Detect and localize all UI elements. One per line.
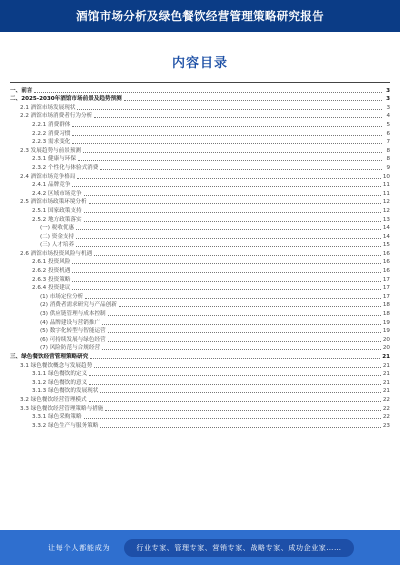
toc-leader-dots [72,142,382,144]
toc-entry-page: 21 [382,362,390,369]
toc-entry-label: (2) 消费者需求研究与产品创新 [40,302,117,309]
toc-entry-label: 2.6.4 投资建议 [32,285,71,292]
toc-entry-page: 16 [382,250,390,257]
toc-leader-dots [119,305,381,307]
toc-entry-label: 2.6.1 投资风险 [32,259,71,266]
toc-entry[interactable] [10,146,390,155]
toc-entry-label: 2.4 酒馆市场竞争格局 [20,173,76,180]
toc-entry[interactable] [10,206,390,215]
toc-leader-dots [76,245,381,247]
toc-entry-page: 14 [382,233,390,240]
toc-leader-dots [84,194,381,196]
toc-entry-page: 19 [382,319,390,326]
toc-leader-dots [72,271,380,273]
report-header [0,0,400,32]
toc-entry[interactable] [10,189,390,198]
toc-entry-label: 3.3.2 绿色生产与服务策略 [32,422,99,429]
toc-leader-dots [89,374,381,376]
toc-entry-label: (6) 可持续发展与绿色经营 [40,336,106,343]
toc-entry[interactable] [10,344,390,353]
toc-entry[interactable] [10,292,390,301]
toc-entry-label: (二) 资金支持 [40,233,75,240]
toc-leader-dots [84,211,381,213]
toc-entry-label: 2.1 酒馆市场发展现状 [20,104,76,111]
toc-leader-dots [94,254,381,256]
toc-entry-label: (三) 人才培养 [40,242,75,249]
toc-entry-label: 2.6.3 投资策略 [32,276,71,283]
toc-leader-dots [84,417,381,419]
toc-entry-page: 7 [386,139,390,146]
toc-entry[interactable] [10,266,390,275]
toc-entry-page: 17 [382,276,390,283]
toc-entry-page: 11 [382,182,390,189]
toc-entry[interactable] [10,258,390,267]
toc-entry-label: 2.5.2 地方政策落实 [32,216,82,223]
toc-leader-dots [108,331,381,333]
toc-leader-dots [83,151,382,153]
toc-entry-page: 19 [382,328,390,335]
toc-entry-label: 3.1.3 绿色餐饮的发展现状 [32,388,99,395]
toc-entry-page: 8 [386,147,390,154]
toc-entry[interactable] [10,112,390,121]
toc-entry-label: 2.6 酒馆市场投资风险与机遇 [20,250,93,257]
toc-entry[interactable] [10,103,390,112]
toc-entry[interactable] [10,275,390,284]
toc-entry-page: 6 [386,130,390,137]
toc-leader-dots [72,288,380,290]
toc-entry-label: 2.3 发展趋势与前景预测 [20,147,82,154]
toc-entry-page: 20 [382,345,390,352]
toc-leader-dots [89,400,381,402]
toc-entry-label: 2.2.2 消费习惯 [32,130,71,137]
toc-leader-dots [102,348,381,350]
toc-entry-page: 3 [386,104,390,111]
toc-entry[interactable] [10,335,390,344]
toc-entry-page: 16 [382,259,390,266]
toc-entry-page: 22 [382,396,390,403]
toc-entry-label: 二、2025-2030年酒馆市场前景及趋势预测 [10,96,122,103]
toc-entry-page: 10 [382,173,390,180]
footer-slogan-highlight: 行业专家、管理专家、营销专家、战略专家、成功企业家…… [124,539,353,557]
toc-entry-label: 2.3.1 健康与环保 [32,156,76,163]
toc-leader-dots [102,323,381,325]
toc-entry[interactable] [10,421,390,430]
toc-leader-dots [124,99,382,101]
toc-entry-page: 18 [382,311,390,318]
toc-entry-label: 2.4.2 区域市场竞争 [32,190,82,197]
toc-entry-label: 2.2 酒馆市场消费者行为分析 [20,113,93,120]
toc-title-rule [10,82,390,83]
toc-entry-page: 12 [382,199,390,206]
toc-leader-dots [34,91,382,93]
toc-leader-dots [78,159,382,161]
toc-entry-label: (4) 品牌建设与营销推广 [40,319,101,326]
toc-entry-page: 3 [386,96,390,103]
toc-entry-label: 2.6.2 投资机遇 [32,268,71,275]
toc-leader-dots [85,297,381,299]
toc-entry-page: 12 [382,207,390,214]
toc-entry-label: 3.3 绿色餐饮经营管理策略与措施 [20,405,104,412]
toc-entry-page: 23 [382,422,390,429]
toc-leader-dots [89,202,381,204]
toc-entry-label: 2.4.1 品牌竞争 [32,182,71,189]
toc-entry[interactable] [10,86,390,95]
toc-entry-label: (一) 税收优惠 [40,225,75,232]
toc-entry[interactable] [10,301,390,310]
toc-entry[interactable] [10,172,390,181]
toc-entry-page: 21 [382,371,390,378]
toc-entry-label: 3.1.2 绿色餐饮的意义 [32,379,88,386]
toc-entry[interactable] [10,120,390,129]
toc-entry[interactable] [10,241,390,250]
toc-leader-dots [90,357,380,359]
toc-entry-page: 3 [386,87,390,94]
toc-entry[interactable] [10,309,390,318]
toc-entry-label: 2.5.1 国家政策支持 [32,207,82,214]
toc-entry-page: 20 [382,336,390,343]
toc-entry[interactable] [10,215,390,224]
toc-entry-page: 21 [382,388,390,395]
toc-entry-label: 2.2.3 需求变化 [32,139,71,146]
toc-leader-dots [105,409,380,411]
toc-entry-page: 17 [382,293,390,300]
report-title: 酒馆市场分析及绿色餐饮经营管理策略研究报告 [76,9,324,23]
toc-entry[interactable] [10,413,390,422]
toc-entry[interactable] [10,181,390,190]
toc-entry-page: 8 [386,156,390,163]
toc-entry[interactable] [10,232,390,241]
toc-entry-page: 16 [382,268,390,275]
toc-entry-page: 4 [386,113,390,120]
toc-entry[interactable] [10,352,390,361]
toc-entry[interactable] [10,395,390,404]
toc-entry[interactable] [10,198,390,207]
toc-leader-dots [94,366,381,368]
toc-leader-dots [76,228,381,230]
toc-entry-label: 3.2 绿色餐饮经营管理模式 [20,396,87,403]
toc-leader-dots [84,220,381,222]
toc-leader-dots [89,383,381,385]
toc-entry-page: 5 [386,121,390,128]
toc-entry-page: 17 [382,285,390,292]
toc-entry[interactable] [10,249,390,258]
toc-leader-dots [77,177,380,179]
toc-entry-label: 3.3.1 绿色采购策略 [32,414,82,421]
toc-leader-dots [72,125,382,127]
toc-entry-page: 22 [382,414,390,421]
toc-entry-label: 3.1.1 绿色餐饮的定义 [32,371,88,378]
toc-leader-dots [100,391,381,393]
toc-entry-page: 21 [382,379,390,386]
toc-entry-label: (5) 数字化转型与智能运营 [40,328,106,335]
toc-leader-dots [108,340,381,342]
toc-entry-label: 三、绿色餐饮经营管理策略研究 [10,354,89,360]
toc-leader-dots [72,262,380,264]
footer-slogan: 让每个人都能成为 [48,543,111,552]
toc-entry[interactable] [10,284,390,293]
toc-entry[interactable] [10,129,390,138]
toc-entry[interactable] [10,95,390,104]
toc-entry-page: 9 [386,164,390,171]
toc-leader-dots [108,314,381,316]
toc-entry-label: 一、前言 [10,87,33,94]
table-of-contents [10,86,390,430]
toc-leader-dots [100,168,382,170]
toc-entry-page: 13 [382,216,390,223]
toc-entry-label: 2.2.1 消费群体 [32,121,71,128]
toc-leader-dots [72,134,382,136]
footer-banner [0,530,400,565]
toc-entry-label: (3) 供应链管理与成本控制 [40,311,106,318]
toc-entry-label: 2.3.2 个性化与体验式消费 [32,164,99,171]
toc-leader-dots [94,116,382,118]
toc-entry[interactable] [10,378,390,387]
toc-entry[interactable] [10,163,390,172]
toc-entry-page: 14 [382,225,390,232]
toc-entry[interactable] [10,370,390,379]
toc-leader-dots [76,237,381,239]
toc-entry[interactable] [10,327,390,336]
toc-entry-page: 18 [382,302,390,309]
toc-entry[interactable] [10,318,390,327]
toc-entry-page: 15 [382,242,390,249]
toc-entry[interactable] [10,361,390,370]
toc-leader-dots [77,108,382,110]
toc-leader-dots [100,426,381,428]
toc-entry-label: (7) 风险防范与合规经营 [40,345,101,352]
toc-entry[interactable] [10,387,390,396]
toc-entry-page: 11 [382,190,390,197]
toc-entry[interactable] [10,155,390,164]
toc-entry[interactable] [10,224,390,233]
toc-entry-label: (1) 市场定位分析 [40,293,84,300]
toc-entry-label: 3.1 绿色餐饮概念与发展趋势 [20,362,93,369]
toc-entry[interactable] [10,404,390,413]
toc-leader-dots [72,280,380,282]
toc-entry-page: 22 [382,405,390,412]
toc-entry-label: 2.5 酒馆市场政策环境分析 [20,199,87,206]
toc-title: 内容目录 [171,56,228,71]
toc-entry[interactable] [10,138,390,147]
toc-leader-dots [72,185,380,187]
toc-entry-page: 21 [382,354,390,360]
